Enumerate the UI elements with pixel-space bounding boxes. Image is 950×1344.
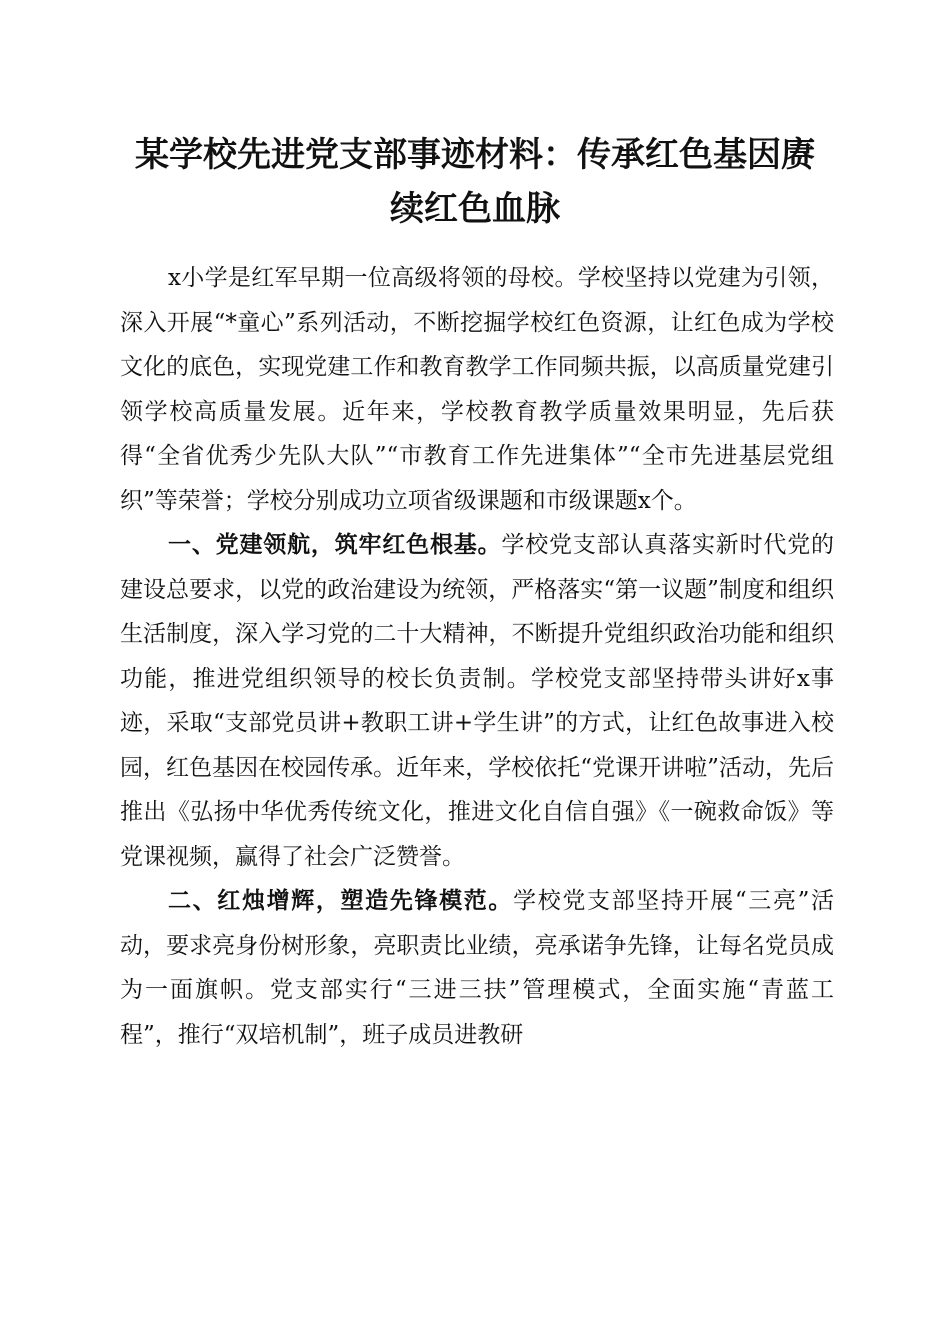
intro-paragraph: x小学是红军早期一位高级将领的母校。学校坚持以党建为引领，深入开展“*童心”系列活动，不断挖掘学校红色资源，让红色成为学校文化的底色，实现党建工作和教育教学工作同频共振，以高质量党建引领学校高质量发展。近年来，学校教育教学质量效果明显，先后获得“全省优秀少先队大队”“市教育工作先进集体”“全市先进基层党组织”等荣誉；学校分别成功立项省级课题和市级课题x个。 [120, 265, 834, 514]
section-text-1: 学校党支部认真落实新时代党的建设总要求，以党的政治建设为统领，严格落实“第一议题”制度和组织生活制度，深入学习党的二十大精神，不断提升党组织政治功能和组织功能，推进党组织领导的校长负责制。学校党支部坚持带头讲好x事迹，采取“支部党员讲+教职工讲+学生讲”的方式，让红色故事进入校园，红色基因在校园传承。近年来，学校依托“党课开讲啦”活动，先后推出《弘扬中华优秀传统文化，推进文化自信自强》《一碗救命饭》等党课视频，赢得了社会广泛赞誉。 [120, 532, 835, 870]
section-paragraph-1 [120, 523, 834, 879]
section-heading-2: 二、红烛增辉，塑造先锋模范。 [168, 888, 514, 914]
title-line-1: 某学校先进党支部事迹材料：传承红色基因赓 [135, 135, 815, 175]
section-text-2: 学校党支部坚持开展“三亮”活动，要求亮身份树形象，亮职责比业绩，亮承诺争先锋，让每名党员成为一面旗帜。党支部实行“三进三扶”管理模式，全面实施“青蓝工程”，推行“双培机制”，班子成员进教研 [120, 888, 834, 1048]
document-body [120, 256, 834, 1057]
section-paragraph-2 [120, 879, 834, 1057]
document-title [100, 128, 850, 236]
section-heading-1: 一、党建领航，筑牢红色根基。 [168, 532, 502, 558]
title-line-2: 续红色血脉 [390, 189, 560, 229]
